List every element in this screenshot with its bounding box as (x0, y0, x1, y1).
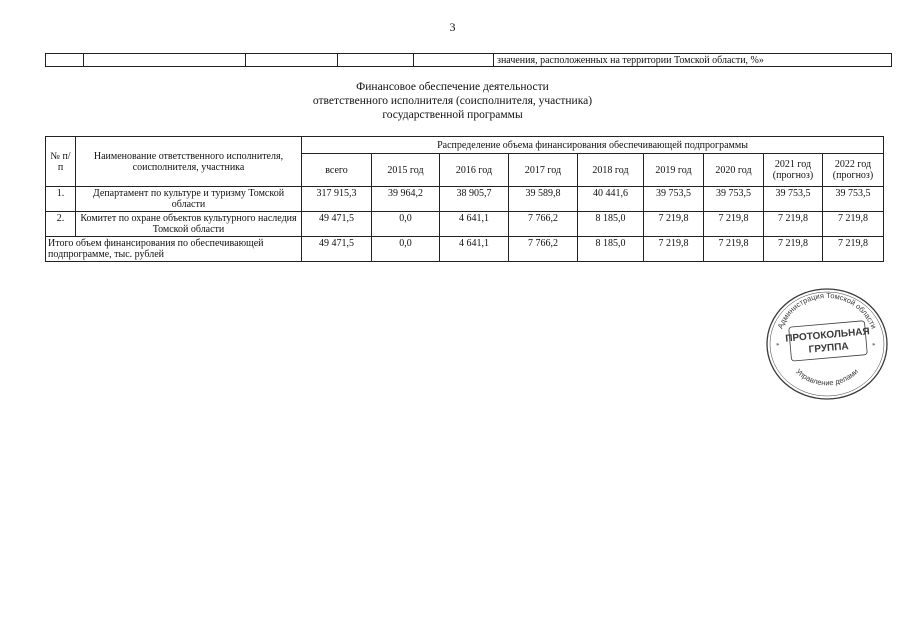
seal-center-text: ГРУППА (808, 341, 850, 356)
cell-value: 7 219,8 (704, 212, 764, 237)
seal-star: * (776, 342, 780, 350)
financing-table (45, 136, 884, 262)
header-executor: Наименование ответственного исполнителя, соисполнителя, участника (76, 137, 302, 187)
cell-value: 39 753,5 (823, 187, 884, 212)
total-value: 7 219,8 (823, 237, 884, 262)
cell-value: 39 589,8 (509, 187, 578, 212)
cell-value: 39 964,2 (372, 187, 440, 212)
seal-bottom-text: Управление делами (794, 366, 860, 388)
total-value: 0,0 (372, 237, 440, 262)
cont-cell (338, 54, 414, 67)
cont-cell (84, 54, 246, 67)
row-name: Департамент по культуре и туризму Томской области (76, 187, 302, 212)
header-year: 2020 год (704, 154, 764, 187)
total-value: 7 766,2 (509, 237, 578, 262)
total-value: 7 219,8 (764, 237, 823, 262)
row-num: 2. (46, 212, 76, 237)
cell-value: 39 753,5 (704, 187, 764, 212)
cell-value: 7 219,8 (823, 212, 884, 237)
header-year: 2016 год (440, 154, 509, 187)
cell-value: 39 753,5 (644, 187, 704, 212)
title-line: Финансовое обеспечение деятельности (356, 81, 549, 93)
cell-value: 7 766,2 (509, 212, 578, 237)
seal-center-text: ПРОТОКОЛЬНАЯ (784, 326, 871, 345)
row-num: 1. (46, 187, 76, 212)
row-name: Комитет по охране объектов культурного наследия Томской области (76, 212, 302, 237)
continuation-row (46, 54, 892, 67)
title-line: государственной программы (382, 109, 523, 121)
header-num: № п/п (46, 137, 76, 187)
header-year: 2015 год (372, 154, 440, 187)
official-seal (764, 286, 890, 402)
header-year: 2018 год (578, 154, 644, 187)
header-year: 2019 год (644, 154, 704, 187)
table-row (46, 212, 884, 237)
cell-value: 317 915,3 (302, 187, 372, 212)
cell-value: 40 441,6 (578, 187, 644, 212)
total-label: Итого объем финансирования по обеспечивающей подпрограмме, тыс. рублей (46, 237, 302, 262)
cell-value: 7 219,8 (644, 212, 704, 237)
header-year: 2017 год (509, 154, 578, 187)
cell-value: 49 471,5 (302, 212, 372, 237)
cell-value: 4 641,1 (440, 212, 509, 237)
seal-arc-text: Администрация Томской области (775, 290, 879, 331)
header-total: всего (302, 154, 372, 187)
total-value: 4 641,1 (440, 237, 509, 262)
cont-text: значения, расположенных на территории Томской области, %» (494, 54, 892, 67)
table-row (46, 187, 884, 212)
cont-cell (246, 54, 338, 67)
header-year: 2021 год (прогноз) (764, 154, 823, 187)
document-title (0, 80, 905, 122)
seal-icon (764, 286, 890, 402)
cont-cell (414, 54, 494, 67)
header-row (46, 137, 884, 154)
cell-value: 7 219,8 (764, 212, 823, 237)
page-number: 3 (449, 20, 456, 34)
cell-value: 39 753,5 (764, 187, 823, 212)
cont-cell (46, 54, 84, 67)
continuation-table (45, 53, 892, 67)
header-distribution: Распределение объема финансирования обеспечивающей подпрограммы (302, 137, 884, 154)
total-value: 49 471,5 (302, 237, 372, 262)
seal-star: * (872, 342, 876, 350)
cell-value: 0,0 (372, 212, 440, 237)
title-line: ответственного исполнителя (соисполнителя, участника) (312, 95, 593, 107)
cell-value: 38 905,7 (440, 187, 509, 212)
total-row (46, 237, 884, 262)
header-year: 2022 год (прогноз) (823, 154, 884, 187)
total-value: 7 219,8 (644, 237, 704, 262)
total-value: 7 219,8 (704, 237, 764, 262)
total-value: 8 185,0 (578, 237, 644, 262)
cell-value: 8 185,0 (578, 212, 644, 237)
